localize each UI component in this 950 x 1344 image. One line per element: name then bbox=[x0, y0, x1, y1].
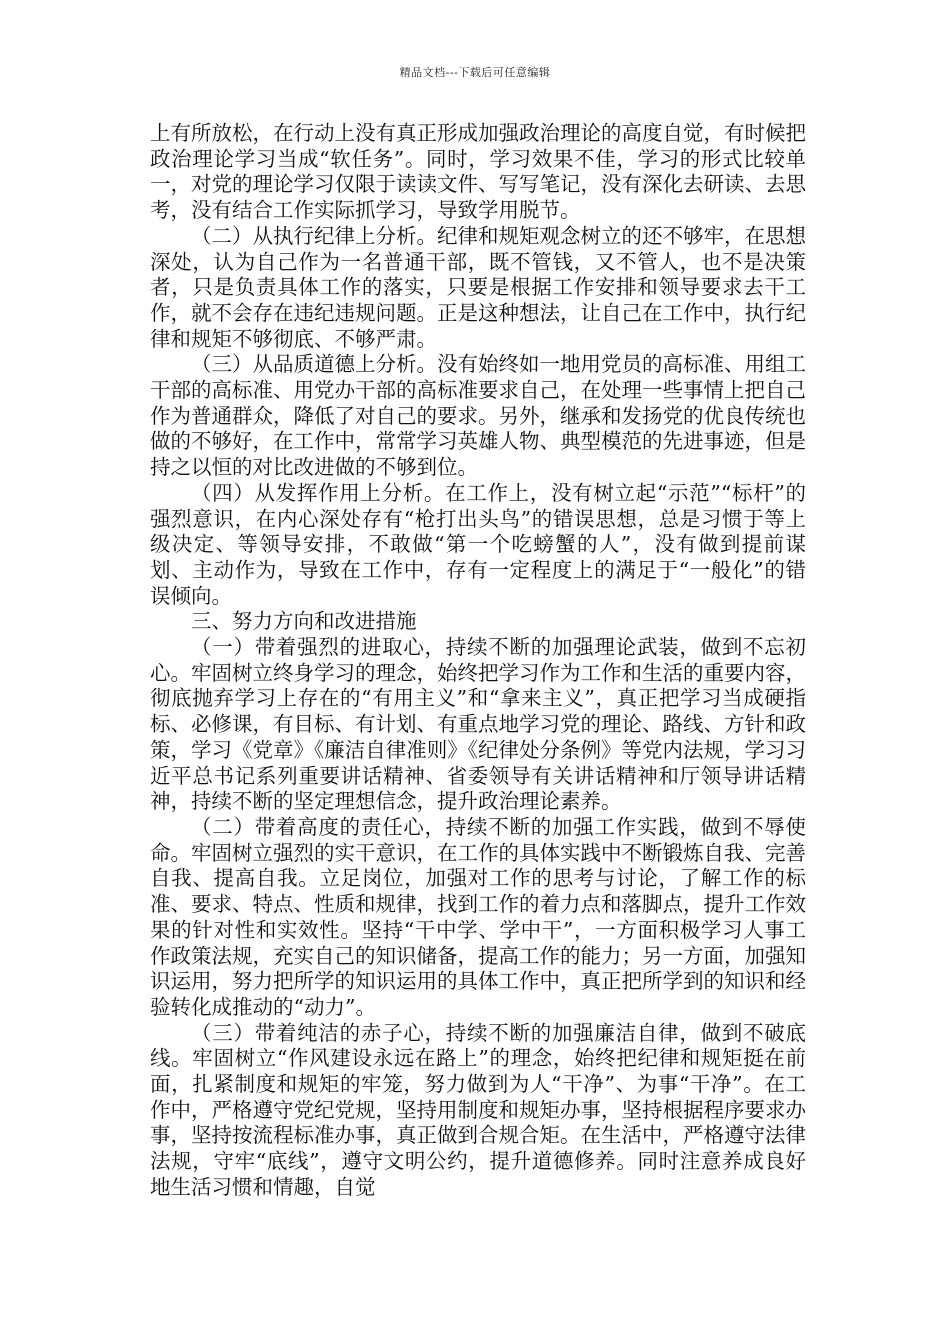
paragraph: （二）带着高度的责任心，持续不断的加强工作实践，做到不辱使命。牢固树立强烈的实干意识，在工作的具体实践中不断锻炼自我、完善自我、提高自我。立足岗位，加强对工作的思考与讨论，了解工作的标准、要求、特点、性质和规律，找到工作的着力点和落脚点，提升工作效果的针对性和实效性。坚持“干中学、学中干”，一方面积极学习人事工作政策法规，充实自己的知识储备，提高工作的能力；另一方面，加强知识运用，努力把所学的知识运用的具体工作中，真正把所学到的知识和经验转化成推动的“动力”。 bbox=[150, 814, 806, 1019]
paragraph: （三）从品质道德上分析。没有始终如一地用党员的高标准、用组工干部的高标准、用党办干部的高标准要求自己，在处理一些事情上把自己作为普通群众，降低了对自己的要求。另外，继承和发扬党的优良传统也做的不够好，在工作中，常常学习英雄人物、典型模范的先进事迹，但是持之以恒的对比改进做的不够到位。 bbox=[150, 352, 806, 480]
paragraph: （一）带着强烈的进取心，持续不断的加强理论武装，做到不忘初心。牢固树立终身学习的理念，始终把学习作为工作和生活的重要内容，彻底抛弃学习上存在的“有用主义”和“拿来主义”，真正把学习当成硬指标、必修课，有目标、有计划、有重点地学习党的理论、路线、方针和政策，学习《党章》《廉洁自律准则》《纪律处分条例》等党内法规，学习习近平总书记系列重要讲话精神、省委领导有关讲话精神和厅领导讲话精神，持续不断的坚定理想信念，提升政治理论素养。 bbox=[150, 635, 806, 814]
document-body bbox=[150, 121, 806, 1201]
paragraph: 上有所放松，在行动上没有真正形成加强政治理论的高度自觉，有时候把政治理论学习当成“软任务”。同时，学习效果不佳，学习的形式比较单一，对党的理论学习仅限于读读文件、写写笔记，没有深化去研读、去思考，没有结合工作实际抓学习，导致学用脱节。 bbox=[150, 121, 806, 223]
paragraph: （二）从执行纪律上分析。纪律和规矩观念树立的还不够牢，在思想深处，认为自己作为一名普通干部，既不管钱，又不管人，也不是决策者，只是负责具体工作的落实，只要是根据工作安排和领导要求去干工作，就不会存在违纪违规问题。正是这种想法，让自己在工作中，执行纪律和规矩不够彻底、不够严肃。 bbox=[150, 223, 806, 351]
section-heading: 三、努力方向和改进措施 bbox=[191, 609, 417, 634]
paragraph: （四）从发挥作用上分析。在工作上，没有树立起“示范”“标杆”的强烈意识，在内心深处存有“枪打出头鸟”的错误思想，总是习惯于等上级决定、等领导安排，不敢做“第一个吃螃蟹的人”，没有做到提前谋划、主动作为，导致在工作中，存有一定程度上的满足于“一般化”的错误倾向。 bbox=[150, 480, 806, 608]
page-header: 精品文档---下载后可任意编辑 bbox=[399, 66, 551, 79]
paragraph: （三）带着纯洁的赤子心，持续不断的加强廉洁自律，做到不破底线。牢固树立“作风建设永远在路上”的理念，始终把纪律和规矩挺在前面，扎紧制度和规矩的牢笼，努力做到为人“干净”、为事“干净”。在工作中，严格遵守党纪党规，坚持用制度和规矩办事，坚持根据程序要求办事，坚持按流程标准办事，真正做到合规合矩。在生活中，严格遵守法律法规，守牢“底线”，遵守文明公约，提升道德修养。同时注意养成良好地生活习惯和情趣，自觉 bbox=[150, 1020, 806, 1199]
